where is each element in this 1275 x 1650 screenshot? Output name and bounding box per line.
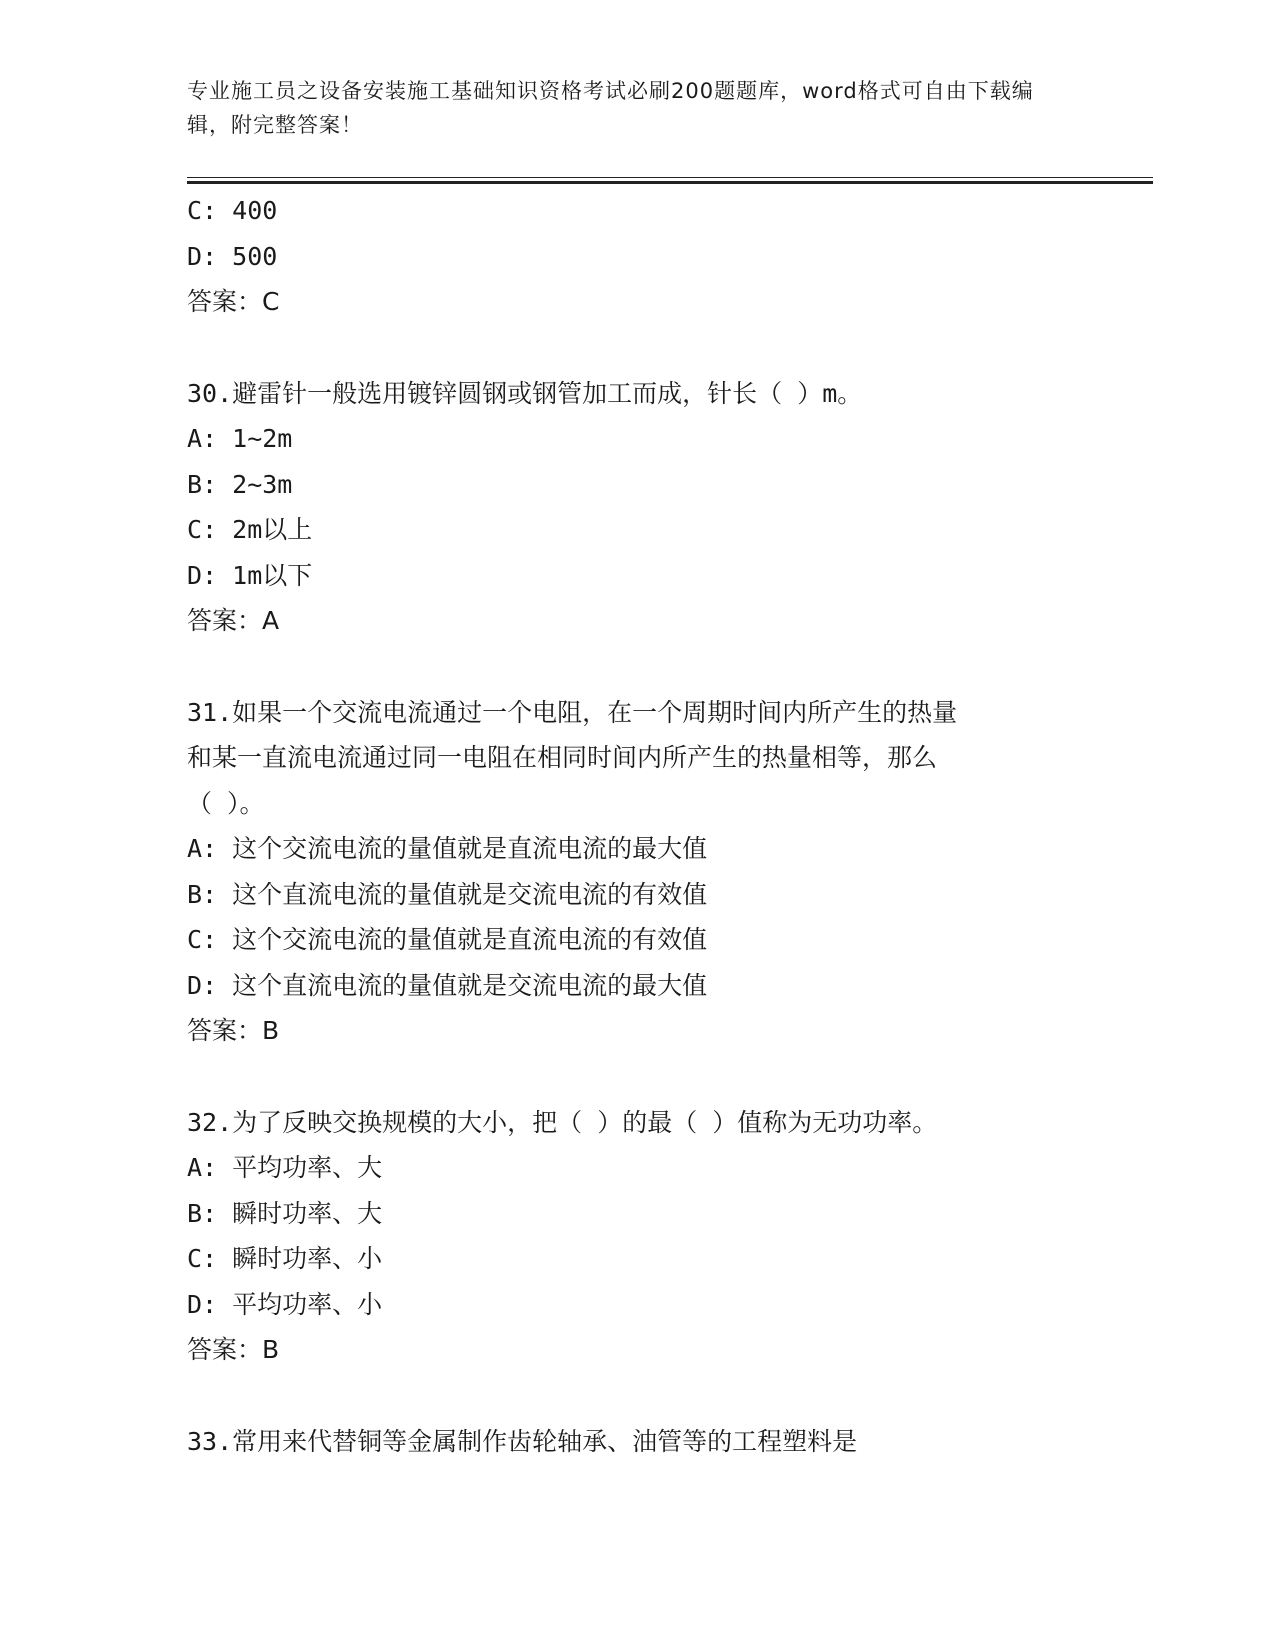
question-stem: 32.为了反映交换规模的大小，把（ ）的最（ ）值称为无功功率。 [187, 1107, 938, 1137]
option-a: A: 平均功率、大 [187, 1153, 383, 1182]
option-c: C: 2m以上 [187, 515, 313, 544]
question-33 [187, 1419, 1087, 1465]
spacer [187, 1373, 1087, 1419]
header-rule-thin [187, 177, 1153, 178]
spacer [187, 325, 1087, 371]
option-c: C: 这个交流电流的量值就是直流电流的有效值 [187, 925, 708, 954]
option-b: B: 瞬时功率、大 [187, 1198, 383, 1228]
option-d: D: 平均功率、小 [187, 1289, 383, 1319]
option-a: A: 这个交流电流的量值就是直流电流的最大值 [187, 834, 708, 863]
page-header [187, 74, 1067, 142]
option-d: D: 500 [187, 241, 278, 271]
question-stem: 30.避雷针一般选用镀锌圆钢或钢管加工而成，针长（ ）m。 [187, 378, 863, 408]
option-d: D: 1m以下 [187, 560, 313, 590]
question-list [187, 188, 1087, 1464]
question-30 [187, 371, 1087, 644]
option-a: A: 1~2m [187, 424, 293, 453]
option-c: C: 瞬时功率、小 [187, 1244, 383, 1273]
answer: 答案：B [187, 1335, 280, 1364]
option-b: B: 这个直流电流的量值就是交流电流的有效值 [187, 879, 708, 909]
question-32 [187, 1100, 1087, 1373]
spacer [187, 1054, 1087, 1100]
question-stem-line-2: 和某一直流电流通过同一电阻在相同时间内所产生的热量相等，那么 [187, 743, 938, 772]
answer: 答案：B [187, 1016, 280, 1045]
option-b: B: 2~3m [187, 469, 293, 499]
question-31 [187, 690, 1087, 1054]
question-stem-line-3: （ ）。 [187, 788, 265, 818]
header-rule-thick [187, 181, 1153, 184]
spacer [187, 644, 1087, 690]
option-c: C: 400 [187, 196, 278, 225]
option-d: D: 这个直流电流的量值就是交流电流的最大值 [187, 970, 708, 1000]
question-stem: 33.常用来代替铜等金属制作齿轮轴承、油管等的工程塑料是 [187, 1426, 858, 1456]
answer: 答案：A [187, 606, 280, 635]
prev-question-tail [187, 188, 1087, 325]
header-title: 专业施工员之设备安装施工基础知识资格考试必刷200题题库，word格式可自由下载编辑，附完整答案！ [187, 79, 1034, 137]
answer: 答案：C [187, 287, 280, 316]
question-stem-line-1: 31.如果一个交流电流通过一个电阻，在一个周期时间内所产生的热量 [187, 697, 958, 727]
